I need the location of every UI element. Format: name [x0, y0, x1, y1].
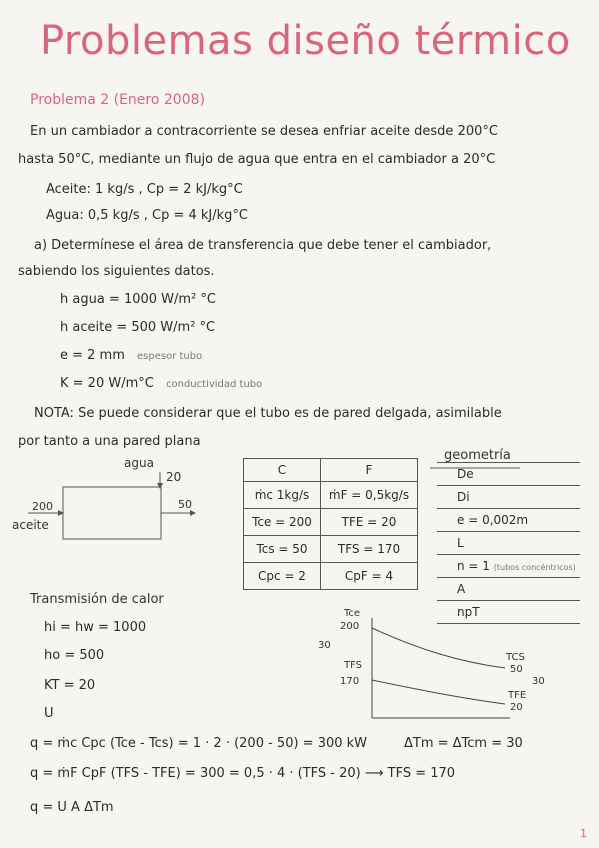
cold-curve — [372, 680, 505, 704]
table-row — [244, 563, 418, 590]
graph-200: 200 — [340, 621, 360, 632]
graph-right-30: 30 — [532, 676, 545, 687]
geometry-item: e = 0,002m — [437, 509, 580, 532]
equation-2: q = ṁF CpF (TFS - TFE) = 300 = 0,5 · 4 · (TFS - 20) ⟶ TFS = 170 — [30, 766, 456, 781]
graph-tce-label: Tce — [344, 608, 361, 619]
statement-line-2: hasta 50°C, mediante un flujo de agua que entra en el cambiador a 20°C — [18, 152, 496, 167]
h-oil: h aceite = 500 W/m² °C — [60, 320, 216, 335]
page-number: 1 — [580, 827, 587, 840]
nota-line-1: NOTA: Se puede considerar que el tubo es de pared delgada, asimilable — [34, 406, 502, 421]
list-item — [437, 463, 580, 486]
sketch-oil-temp: 200 — [32, 500, 53, 513]
table-cell: ṁc 1kg/s — [244, 482, 321, 509]
sketch-oil-label: aceite — [12, 518, 49, 532]
part-a-line-1: a) Determínese el área de transferencia que debe tener el cambiador, — [34, 238, 492, 253]
list-item — [437, 532, 580, 555]
h-water: h agua = 1000 W/m² °C — [60, 292, 216, 307]
table-cell: Tcs = 50 — [244, 536, 321, 563]
table-cell: Cpc = 2 — [244, 563, 321, 590]
sketch-water-label: agua — [124, 456, 154, 470]
water-arrow — [157, 483, 163, 489]
list-item — [437, 601, 580, 624]
oil-data: Aceite: 1 kg/s , Cp = 2 kJ/kg°C — [46, 182, 243, 197]
transmision-item: KT = 20 — [44, 678, 96, 693]
exchanger-box — [63, 487, 161, 539]
graph-tfs-label: TFS — [344, 660, 363, 671]
col-hot: C — [244, 459, 321, 482]
geometry-item: Di — [437, 486, 580, 509]
transmision-title: Transmisión de calor — [30, 592, 164, 607]
list-item — [437, 555, 580, 578]
list-item — [437, 509, 580, 532]
col-cold: F — [321, 459, 418, 482]
geometry-title: geometría — [444, 448, 511, 463]
list-item — [437, 578, 580, 601]
graph-tfe-label: TFE — [508, 690, 527, 701]
geometry-note: (tubos concéntricos) — [493, 563, 576, 572]
table-cell: ṁF = 0,5kg/s — [321, 482, 418, 509]
table-cell: CpF = 4 — [321, 563, 418, 590]
hot-curve — [372, 628, 505, 668]
fluid-table — [243, 458, 418, 590]
table-cell: TFE = 20 — [321, 509, 418, 536]
thickness-note: espesor tubo — [137, 351, 203, 362]
table-row — [244, 536, 418, 563]
conductivity-value: K = 20 W/m°C — [60, 376, 154, 391]
problem-subtitle: Problema 2 (Enero 2008) — [30, 92, 205, 108]
table-cell: Tce = 200 — [244, 509, 321, 536]
graph-50: 50 — [510, 664, 523, 675]
geometry-item: npT — [437, 601, 580, 624]
thickness-value: e = 2 mm — [60, 348, 125, 363]
graph-170: 170 — [340, 676, 360, 687]
statement-line-1: En un cambiador a contracorriente se desea enfriar aceite desde 200°C — [30, 124, 498, 139]
graph-left-30: 30 — [318, 640, 331, 651]
geometry-item: L — [437, 532, 580, 555]
conductivity-note: conductividad tubo — [165, 379, 263, 390]
water-data: Agua: 0,5 kg/s , Cp = 4 kJ/kg°C — [46, 208, 248, 223]
sketch-water-temp: 20 — [166, 470, 182, 484]
geometry-table — [437, 462, 580, 624]
geometry-item: De — [437, 463, 580, 486]
table-cell: TFS = 170 — [321, 536, 418, 563]
transmision-item: U — [44, 706, 54, 721]
graph-tcs-label: TCS — [506, 652, 525, 663]
equation-3: q = U A ΔTm — [30, 800, 114, 815]
list-item — [437, 486, 580, 509]
geometry-item: n = 1 — [457, 559, 490, 573]
page-title: Problemas diseño térmico — [40, 18, 571, 64]
equation-1: q = ṁc Cpc (Tce - Tcs) = 1 · 2 · (200 - 50) = 300 kW — [30, 736, 368, 751]
nota-line-2: por tanto a una pared plana — [18, 434, 201, 449]
lmtd: ΔTm = ΔTcm = 30 — [404, 736, 523, 751]
geometry-item: A — [437, 578, 580, 601]
graph-20: 20 — [510, 702, 523, 713]
table-row — [244, 509, 418, 536]
sketch-outlet-temp: 50 — [178, 498, 192, 511]
part-a-line-2: sabiendo los siguientes datos. — [18, 264, 215, 279]
transmision-item: hi = hw = 1000 — [44, 620, 147, 635]
table-row — [244, 482, 418, 509]
transmision-item: ho = 500 — [44, 648, 105, 663]
